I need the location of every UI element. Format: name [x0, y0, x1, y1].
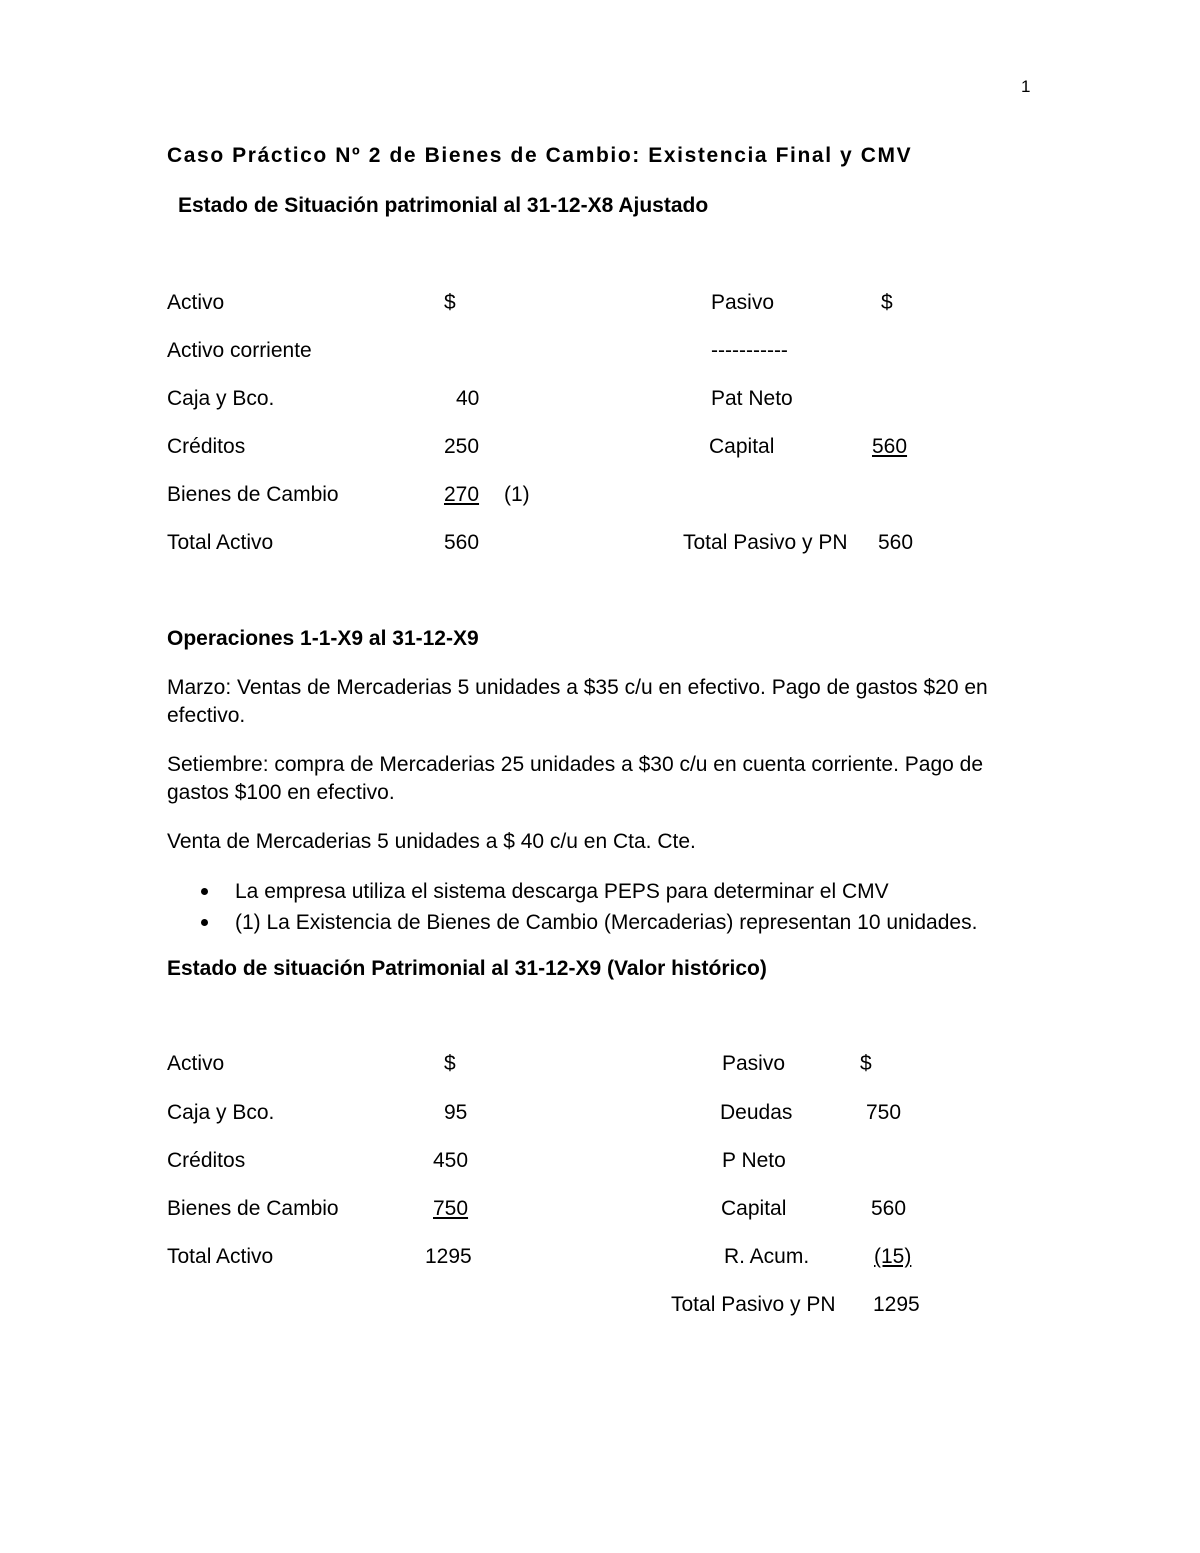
- s2-total-pasivo-value: 1295: [873, 1293, 920, 1316]
- s1-caja-label: Caja y Bco.: [167, 387, 275, 410]
- statement1-heading: Estado de Situación patrimonial al 31-12-X8 Ajustado: [178, 194, 709, 217]
- s2-pasivo-header: Pasivo: [722, 1052, 786, 1075]
- s2-bienes-label: Bienes de Cambio: [167, 1197, 339, 1220]
- bullet-icon: [201, 919, 208, 926]
- s2-creditos-value: 450: [433, 1149, 469, 1172]
- s2-p-neto-label: P Neto: [722, 1149, 786, 1172]
- s2-total-activo-label: Total Activo: [167, 1245, 274, 1268]
- s1-capital-value: 560: [872, 435, 908, 458]
- s1-total-pasivo-label: Total Pasivo y PN: [683, 531, 848, 554]
- note-text: (1) La Existencia de Bienes de Cambio (Mercaderias) representan 10 unidades.: [235, 911, 978, 934]
- s2-pasivo-currency: $: [860, 1052, 872, 1075]
- s2-activo-currency: $: [444, 1052, 456, 1075]
- document-title: Caso Práctico Nº 2 de Bienes de Cambio: Existencia Final y CMV: [167, 144, 913, 167]
- s1-activo-currency: $: [444, 291, 456, 314]
- s1-pat-neto-label: Pat Neto: [711, 387, 793, 410]
- s2-total-activo-value: 1295: [425, 1245, 472, 1268]
- s2-r-acum-label: R. Acum.: [724, 1245, 810, 1268]
- s1-total-activo-value: 560: [444, 531, 480, 554]
- note-text: La empresa utiliza el sistema descarga PEPS para determinar el CMV: [235, 880, 889, 903]
- s2-bienes-value: 750: [433, 1197, 469, 1220]
- s1-total-activo-label: Total Activo: [167, 531, 274, 554]
- s2-deudas-value: 750: [866, 1101, 902, 1124]
- s2-total-pasivo-label: Total Pasivo y PN: [671, 1293, 836, 1316]
- s1-caja-value: 40: [456, 387, 480, 410]
- s2-capital-value: 560: [871, 1197, 907, 1220]
- s1-total-pasivo-value: 560: [878, 531, 914, 554]
- s1-pasivo-header: Pasivo: [711, 291, 775, 314]
- s2-r-acum-value: (15): [874, 1245, 912, 1268]
- s1-pasivo-currency: $: [881, 291, 893, 314]
- s1-bienes-note: (1): [504, 483, 530, 506]
- s1-bienes-label: Bienes de Cambio: [167, 483, 339, 506]
- operation-september: Setiembre: compra de Mercaderias 25 unidades a $30 c/u en cuenta corriente. Pago de gastos $100 en efectivo.: [167, 753, 983, 804]
- s2-caja-label: Caja y Bco.: [167, 1101, 275, 1124]
- notes-list: [167, 876, 1067, 938]
- s1-pasivo-dashes: -----------: [711, 339, 788, 362]
- s2-capital-label: Capital: [721, 1197, 787, 1220]
- bullet-icon: [201, 888, 208, 895]
- s1-creditos-label: Créditos: [167, 435, 246, 458]
- s2-caja-value: 95: [444, 1101, 468, 1124]
- operations-heading: Operaciones 1-1-X9 al 31-12-X9: [167, 627, 479, 650]
- s1-activo-corriente: Activo corriente: [167, 339, 312, 362]
- operation-sale: Venta de Mercaderias 5 unidades a $ 40 c/u en Cta. Cte.: [167, 830, 696, 853]
- note-item: [167, 907, 1067, 938]
- s2-deudas-label: Deudas: [720, 1101, 793, 1124]
- s1-activo-header: Activo: [167, 291, 225, 314]
- s2-creditos-label: Créditos: [167, 1149, 246, 1172]
- statement2-heading: Estado de situación Patrimonial al 31-12-X9 (Valor histórico): [167, 957, 767, 980]
- note-item: [167, 876, 1067, 907]
- s1-capital-label: Capital: [709, 435, 775, 458]
- s1-bienes-value: 270: [444, 483, 480, 506]
- page-number: 1: [1021, 77, 1031, 96]
- operation-march: Marzo: Ventas de Mercaderias 5 unidades a $35 c/u en efectivo. Pago de gastos $20 en efectivo.: [167, 676, 988, 727]
- s2-activo-header: Activo: [167, 1052, 225, 1075]
- s1-creditos-value: 250: [444, 435, 480, 458]
